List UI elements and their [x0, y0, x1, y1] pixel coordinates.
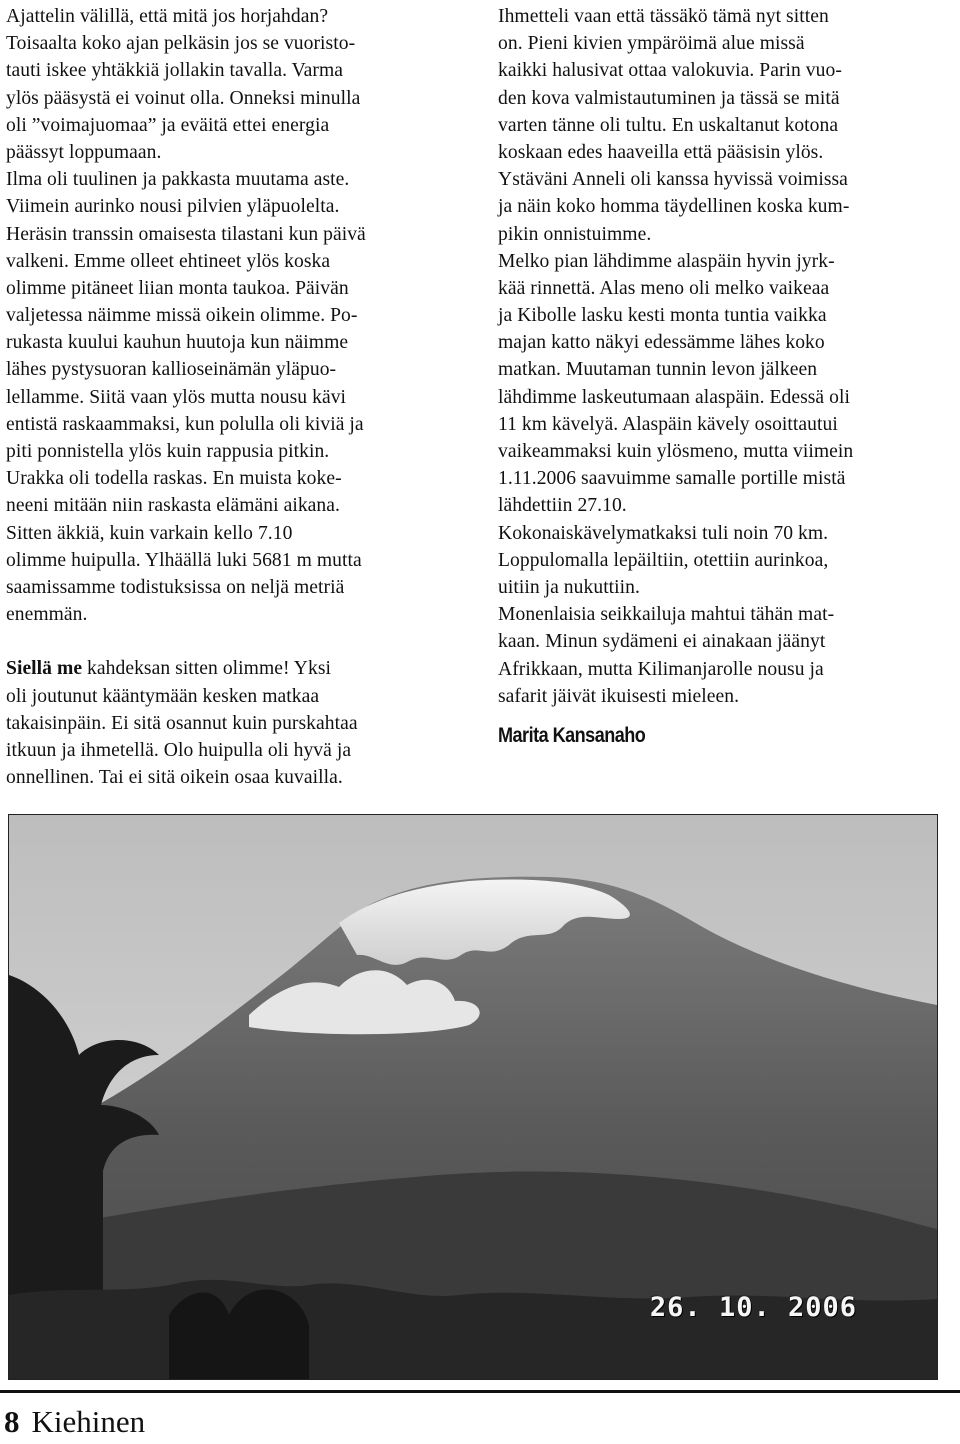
text-line: Heräsin transsin omaisesta tilastani kun päivä — [6, 223, 366, 245]
text-line: neeni mitään niin raskasta elämäni aikana. — [6, 495, 340, 517]
text-line: entistä raskaammaksi, kun polulla oli kiviä ja — [6, 413, 364, 435]
text-line: olimme pitäneet liian monta taukoa. Päivän — [6, 277, 349, 299]
kilimanjaro-photo — [8, 814, 938, 1380]
text-line: itkuun ja ihmetellä. Olo huipulla oli hyvä ja — [6, 739, 352, 761]
text-line: oli ”voimajuomaa” ja eväitä ettei energia — [6, 114, 330, 136]
text-line: piti ponnistella ylös kuin rappusia pitkin. — [6, 441, 330, 462]
text-line: vaikeammaksi kuin ylösmeno, mutta viimein — [498, 441, 854, 462]
text-line: pikin onnistuimme. — [498, 223, 652, 245]
text-line: Ystäväni Anneli oli kanssa hyvissä voimissa — [498, 169, 848, 191]
text-line: ja Kibolle lasku kesti monta tuntia vaikka — [498, 305, 827, 327]
text-line: Monenlaisia seikkailuja mahtui tähän mat- — [498, 604, 835, 626]
page-footer — [4, 1404, 145, 1440]
text-line: lähes pystysuoran kallioseinämän yläpuo- — [6, 359, 337, 381]
text-line: lähdettiin 27.10. — [498, 495, 627, 517]
text-line: matkan. Muutaman tunnin levon jälkeen — [498, 359, 818, 381]
text-line: olimme huipulla. Ylhäällä luki 5681 m mutta — [6, 549, 362, 571]
text-line: Ilma oli tuulinen ja pakkasta muutama aste. — [6, 169, 350, 191]
text-line: ja näin koko homma täydellinen koska kum- — [498, 196, 850, 218]
publication-name: Kiehinen — [31, 1404, 146, 1439]
text-line: Viimein aurinko nousi pilvien yläpuolelta. — [6, 196, 340, 218]
text-line: lellamme. Siitä vaan ylös mutta nousu kävi — [6, 386, 347, 408]
foreground-trees — [169, 1290, 309, 1379]
text-line: on. Pieni kivien ympäröimä alue missä — [498, 33, 805, 55]
bold-lead-line — [6, 655, 478, 682]
bold-lead-rest: kahdeksan sitten olimme! Yksi — [82, 658, 332, 680]
text-line: valkeni. Emme olleet ehtineet ylös koska — [6, 250, 331, 272]
author-signature: Marita Kansanaho — [498, 723, 646, 747]
text-line: Melko pian lähdimme alaspäin hyvin jyrk- — [498, 250, 835, 272]
text-line: 11 km kävelyä. Alaspäin kävely osoittautui — [498, 413, 838, 435]
text-line: uitiin ja nukuttiin. — [498, 576, 640, 598]
text-line: koskaan edes haaveilla että pääsisin ylös. — [498, 141, 824, 163]
text-line: Urakka oli todella raskas. En muista koke- — [6, 468, 342, 490]
text-line: Toisaalta koko ajan pelkäsin jos se vuoristo- — [6, 33, 356, 55]
text-line: päässyt loppumaan. — [6, 141, 162, 163]
article-right-column — [498, 3, 950, 748]
text-line: varten tänne oli tultu. En uskaltanut kotona — [498, 114, 839, 136]
text-line: Ajattelin välillä, että mitä jos horjahdan? — [6, 6, 329, 27]
text-line: Afrikkaan, mutta Kilimanjarolle nousu ja — [498, 658, 824, 680]
text-line: Loppulomalla lepäiltiin, otettiin aurinkoa, — [498, 549, 829, 571]
text-line: lähdimme laskeutumaan alaspäin. Edessä oli — [498, 386, 850, 408]
text-line: takaisinpäin. Ei sitä osannut kuin purskahtaa — [6, 712, 358, 734]
text-line: Sitten äkkiä, kuin varkain kello 7.10 — [6, 522, 293, 544]
text-line: enemmän. — [6, 604, 88, 626]
text-line: kaan. Minun sydämeni ei ainakaan jäänyt — [498, 631, 826, 653]
text-line: den kova valmistautuminen ja tässä se mitä — [498, 87, 840, 109]
text-line: ylös pääsystä ei voinut olla. Onneksi minulla — [6, 87, 361, 109]
text-line: majan katto näkyi edessämme lähes koko — [498, 332, 825, 354]
bold-lead: Siellä me — [6, 658, 83, 680]
photo-date-stamp: 26. 10. 2006 — [649, 1292, 857, 1323]
text-line: valjetessa näimme missä oikein olimme. Po- — [6, 305, 358, 327]
text-line: Ihmetteli vaan että tässäkö tämä nyt sitten — [498, 6, 829, 27]
text-line: kaikki halusivat ottaa valokuvia. Parin vuo- — [498, 60, 842, 82]
text-line: saamissamme todistuksissa on neljä metriä — [6, 576, 345, 598]
text-line: safarit jäivät ikuisesti mieleen. — [498, 685, 740, 707]
text-line: onnellinen. Tai ei sitä oikein osaa kuvailla. — [6, 767, 343, 789]
text-line: Kokonaiskävelymatkaksi tuli noin 70 km. — [498, 522, 829, 544]
article-left-column — [6, 3, 478, 791]
page-number: 8 — [4, 1404, 20, 1439]
paragraph-gap — [6, 628, 478, 655]
text-line: 1.11.2006 saavuimme samalle portille mistä — [498, 468, 846, 490]
text-line: tauti iskee yhtäkkiä jollakin tavalla. Varma — [6, 60, 344, 82]
text-line: kää rinnettä. Alas meno oli melko vaikeaa — [498, 277, 830, 299]
text-line: rukasta kuului kauhun huutoja kun näimme — [6, 332, 349, 354]
left-text-block — [6, 3, 478, 628]
footer-rule — [0, 1390, 960, 1393]
text-line: oli joutunut kääntymään kesken matkaa — [6, 685, 320, 707]
